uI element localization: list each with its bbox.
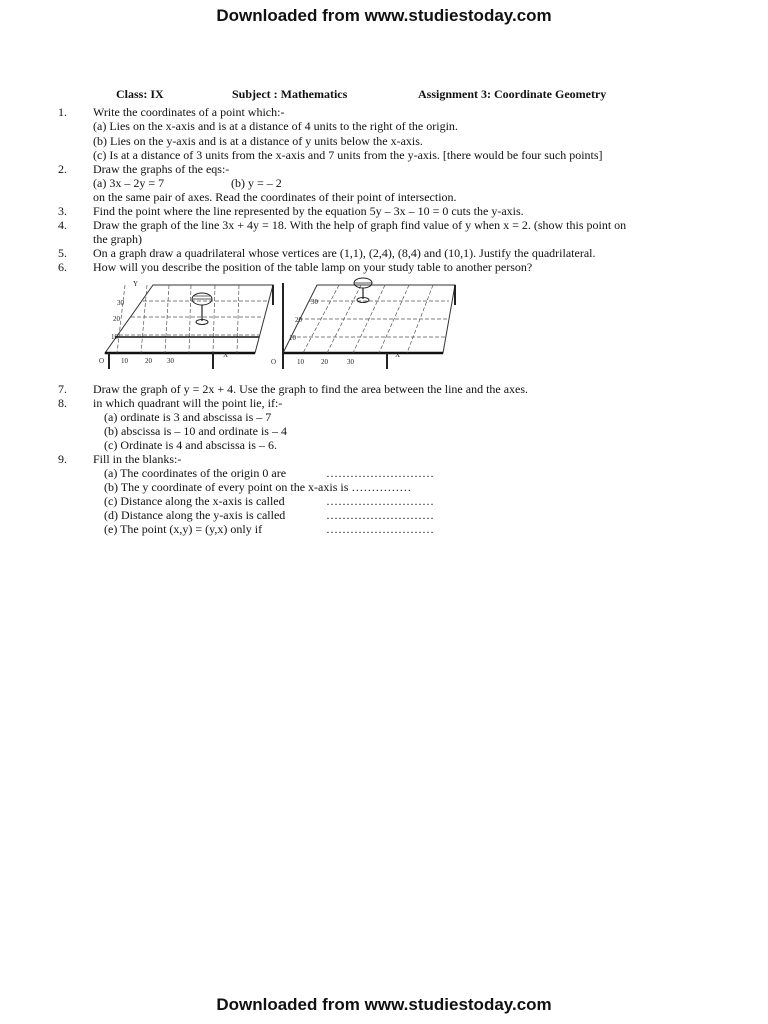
sub-question-c: (c) Ordinate is 4 and abscissa is – 6.: [104, 438, 277, 452]
bottom-watermark-banner: Downloaded from www.studiestoday.com: [216, 995, 552, 1014]
right-y-tick-10: 10: [289, 334, 296, 342]
fill-blank-e-blank: ………………………: [326, 522, 434, 536]
sub-question-b: (b) abscissa is – 10 and ordinate is – 4: [104, 424, 287, 438]
question-text-line1: Draw the graph of the line 3x + 4y = 18. With the help of graph find value of y when x = 2. (show this point on: [93, 218, 627, 232]
table-lamp-figure: [95, 277, 465, 377]
right-y-tick-20: 20: [295, 316, 302, 324]
subject-label: Subject : Mathematics: [232, 87, 348, 101]
class-label: Class: IX: [116, 87, 164, 101]
left-y-tick-30: 30: [117, 299, 124, 307]
question-number: 4.: [58, 218, 67, 232]
question-number: 9.: [58, 452, 67, 466]
assignment-title: Assignment 3: Coordinate Geometry: [418, 87, 607, 101]
right-origin-label: O: [271, 358, 277, 366]
left-y-tick-20: 20: [113, 315, 120, 323]
fill-blank-a-blank: ………………………: [326, 466, 434, 480]
question-text: Draw the graphs of the eqs:-: [93, 162, 230, 176]
left-origin-label: O: [99, 357, 105, 365]
fill-blank-b-text: (b) The y coordinate of every point on the x-axis is ……………: [104, 480, 412, 494]
sub-question-b: (b) Lies on the y-axis and is at a distance of y units below the x-axis.: [93, 134, 423, 148]
right-y-tick-30: 30: [311, 298, 318, 306]
right-x-tick-10: 10: [297, 358, 304, 366]
question-text: Fill in the blanks:-: [93, 452, 182, 466]
fill-blank-c-blank: ………………………: [326, 494, 434, 508]
left-x-axis-label: X: [223, 351, 229, 359]
left-y-tick-10: 10: [111, 333, 118, 341]
question-tail: on the same pair of axes. Read the coordinates of their point of intersection.: [93, 190, 457, 204]
left-x-tick-20: 20: [145, 357, 152, 365]
question-number: 3.: [58, 204, 67, 218]
fill-blank-a-text: (a) The coordinates of the origin 0 are: [104, 466, 287, 480]
equation-a: (a) 3x – 2y = 7: [93, 176, 165, 190]
question-number: 1.: [58, 105, 67, 119]
question-text: On a graph draw a quadrilateral whose vertices are (1,1), (2,4), (8,4) and (10,1). Justify the quadrilateral.: [93, 246, 596, 260]
question-text: How will you describe the position of the table lamp on your study table to another person?: [93, 260, 533, 274]
question-text: Write the coordinates of a point which:-: [93, 105, 285, 119]
fill-blank-d-text: (d) Distance along the y-axis is called: [104, 508, 286, 522]
table-lamp-right: [354, 278, 372, 303]
fill-blank-e-text: (e) The point (x,y) = (y,x) only if: [104, 522, 263, 536]
right-x-tick-20: 20: [321, 358, 328, 366]
top-watermark-banner: Downloaded from www.studiestoday.com: [216, 6, 552, 25]
equation-b: (b) y = – 2: [231, 176, 282, 190]
question-number: 6.: [58, 260, 67, 274]
fill-blank-d-blank: ………………………: [326, 508, 434, 522]
left-y-axis-label: Y: [133, 280, 139, 288]
sub-question-a: (a) ordinate is 3 and abscissa is – 7: [104, 410, 272, 424]
left-x-tick-30: 30: [167, 357, 174, 365]
right-table-sketch: [271, 278, 455, 369]
left-x-tick-10: 10: [121, 357, 128, 365]
table-lamp-left: [192, 293, 212, 325]
question-text: in which quadrant will the point lie, if:-: [93, 396, 283, 410]
fill-blank-c-text: (c) Distance along the x-axis is called: [104, 494, 285, 508]
question-number: 8.: [58, 396, 67, 410]
question-text-line2: the graph): [93, 232, 142, 246]
right-x-tick-30: 30: [347, 358, 354, 366]
question-number: 5.: [58, 246, 67, 260]
question-number: 2.: [58, 162, 67, 176]
sub-question-c: (c) Is at a distance of 3 units from the x-axis and 7 units from the y-axis. [there would be four such points]: [93, 148, 603, 162]
right-x-axis-label: X: [395, 351, 401, 359]
sub-question-a: (a) Lies on the x-axis and is at a distance of 4 units to the right of the origin.: [93, 119, 458, 133]
question-text: Draw the graph of y = 2x + 4. Use the graph to find the area between the line and the axes.: [93, 382, 529, 396]
question-text: Find the point where the line represented by the equation 5y – 3x – 10 = 0 cuts the y-axis.: [93, 204, 524, 218]
question-number: 7.: [58, 382, 67, 396]
left-table-sketch: [99, 280, 273, 369]
